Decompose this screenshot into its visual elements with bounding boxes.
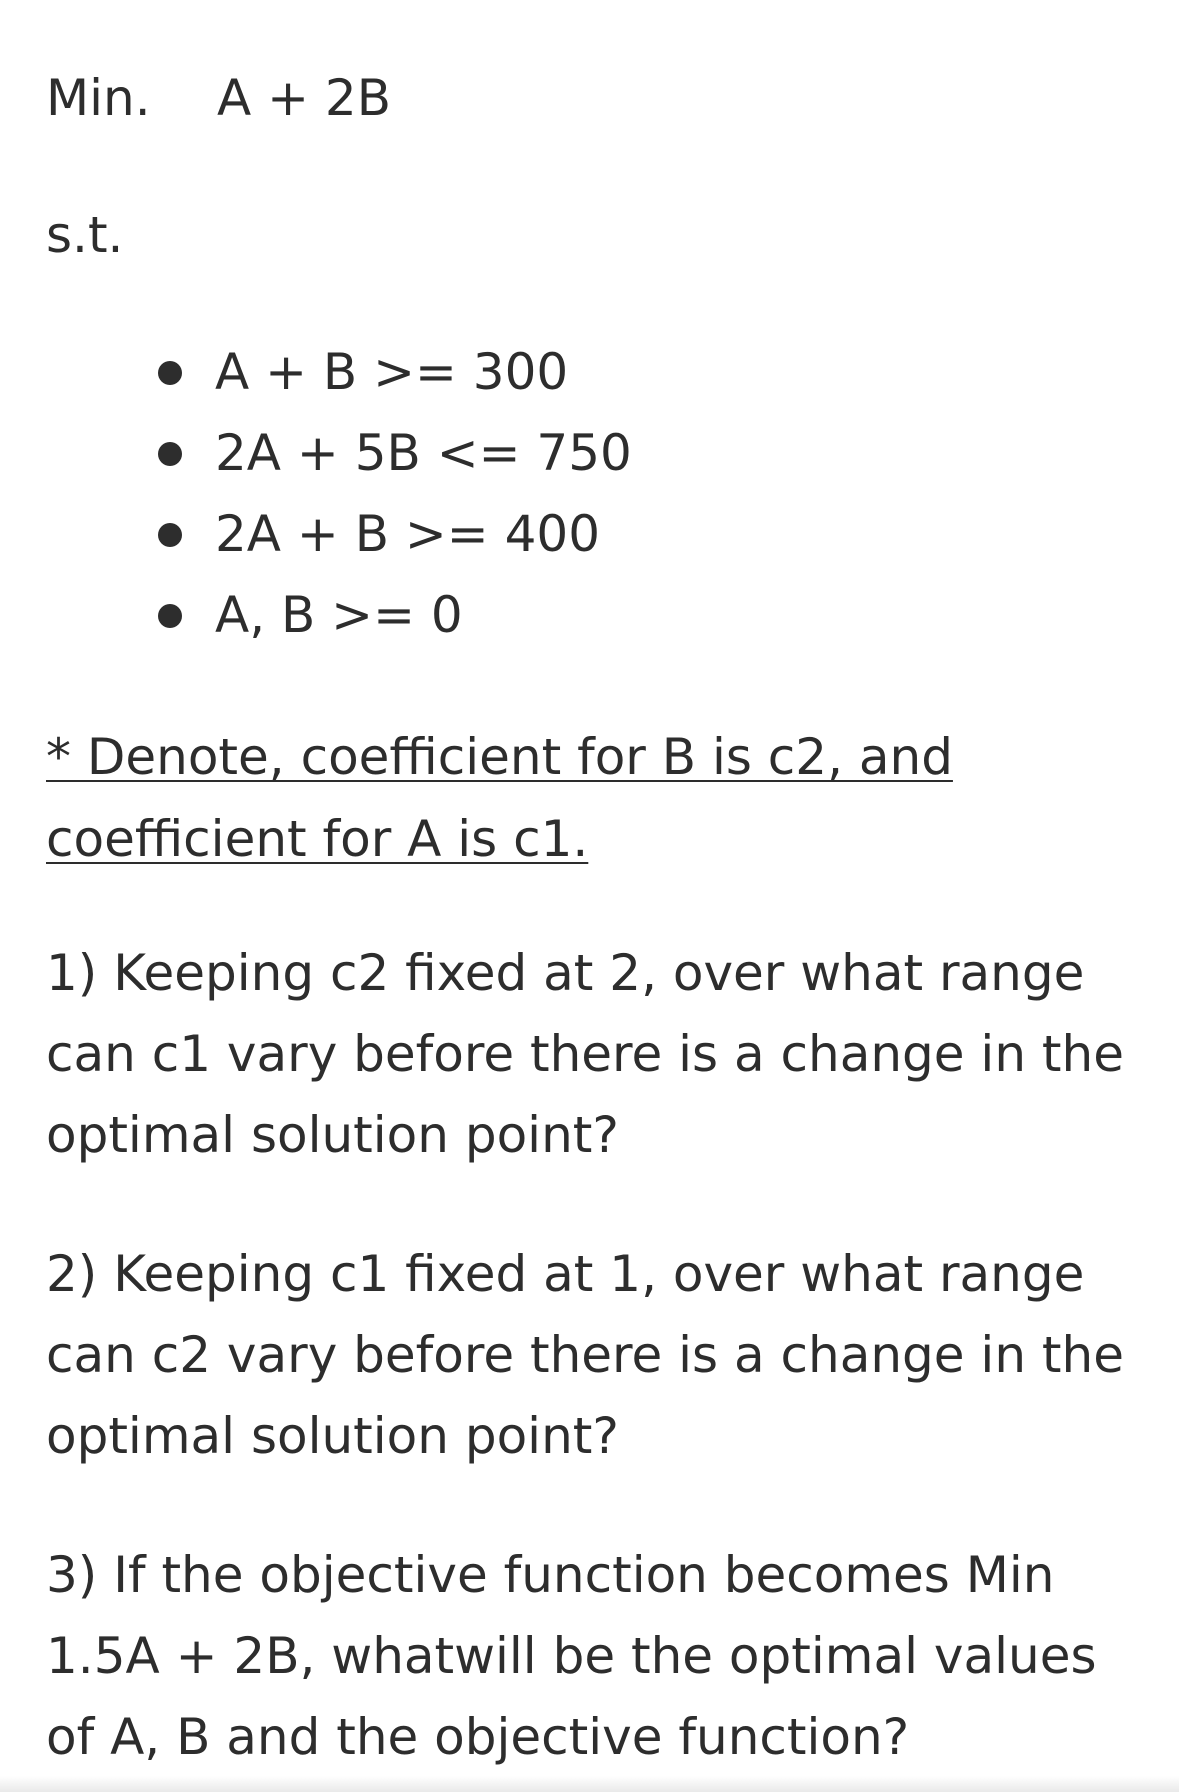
question-line: can c1 vary before there is a change in the bbox=[46, 1025, 1124, 1083]
question-line: optimal solution point? bbox=[46, 1106, 619, 1164]
objective-expression: A + 2B bbox=[217, 69, 391, 127]
note-line-1: * Denote, coefficient for B is c2, and bbox=[46, 728, 953, 786]
question-line: 1) Keeping c2 fixed at 2, over what range bbox=[46, 944, 1085, 1002]
bullet-icon bbox=[158, 523, 182, 547]
objective-label: Min. bbox=[46, 69, 151, 127]
bullet-icon bbox=[158, 442, 182, 466]
constraint-text: A + B >= 300 bbox=[215, 343, 569, 401]
question-2 bbox=[46, 1234, 1146, 1477]
constraint-text: 2A + B >= 400 bbox=[215, 505, 601, 563]
constraint-item bbox=[0, 494, 632, 575]
constraint-item bbox=[0, 575, 632, 656]
constraint-item bbox=[0, 332, 632, 413]
question-line: 2) Keeping c1 fixed at 1, over what range bbox=[46, 1245, 1085, 1303]
question-line: optimal solution point? bbox=[46, 1407, 619, 1465]
note-line-2: coefficient for A is c1. bbox=[46, 810, 589, 868]
question-line: can c2 vary before there is a change in the bbox=[46, 1326, 1124, 1384]
question-1 bbox=[46, 933, 1146, 1176]
question-3 bbox=[46, 1535, 1146, 1778]
constraint-text: A, B >= 0 bbox=[215, 586, 463, 644]
constraint-text: 2A + 5B <= 750 bbox=[215, 424, 632, 482]
question-line: of A, B and the objective function? bbox=[46, 1708, 910, 1766]
subject-to-label: s.t. bbox=[46, 206, 124, 264]
coefficient-note bbox=[46, 716, 1106, 880]
objective-function bbox=[46, 58, 391, 138]
question-line: 3) If the objective function becomes Min bbox=[46, 1546, 1055, 1604]
bottom-edge-shadow bbox=[0, 1776, 1179, 1792]
bullet-icon bbox=[158, 361, 182, 385]
bullet-icon bbox=[158, 604, 182, 628]
question-line: 1.5A + 2B, whatwill be the optimal values bbox=[46, 1627, 1097, 1685]
constraint-item bbox=[0, 413, 632, 494]
constraint-list bbox=[0, 332, 632, 656]
